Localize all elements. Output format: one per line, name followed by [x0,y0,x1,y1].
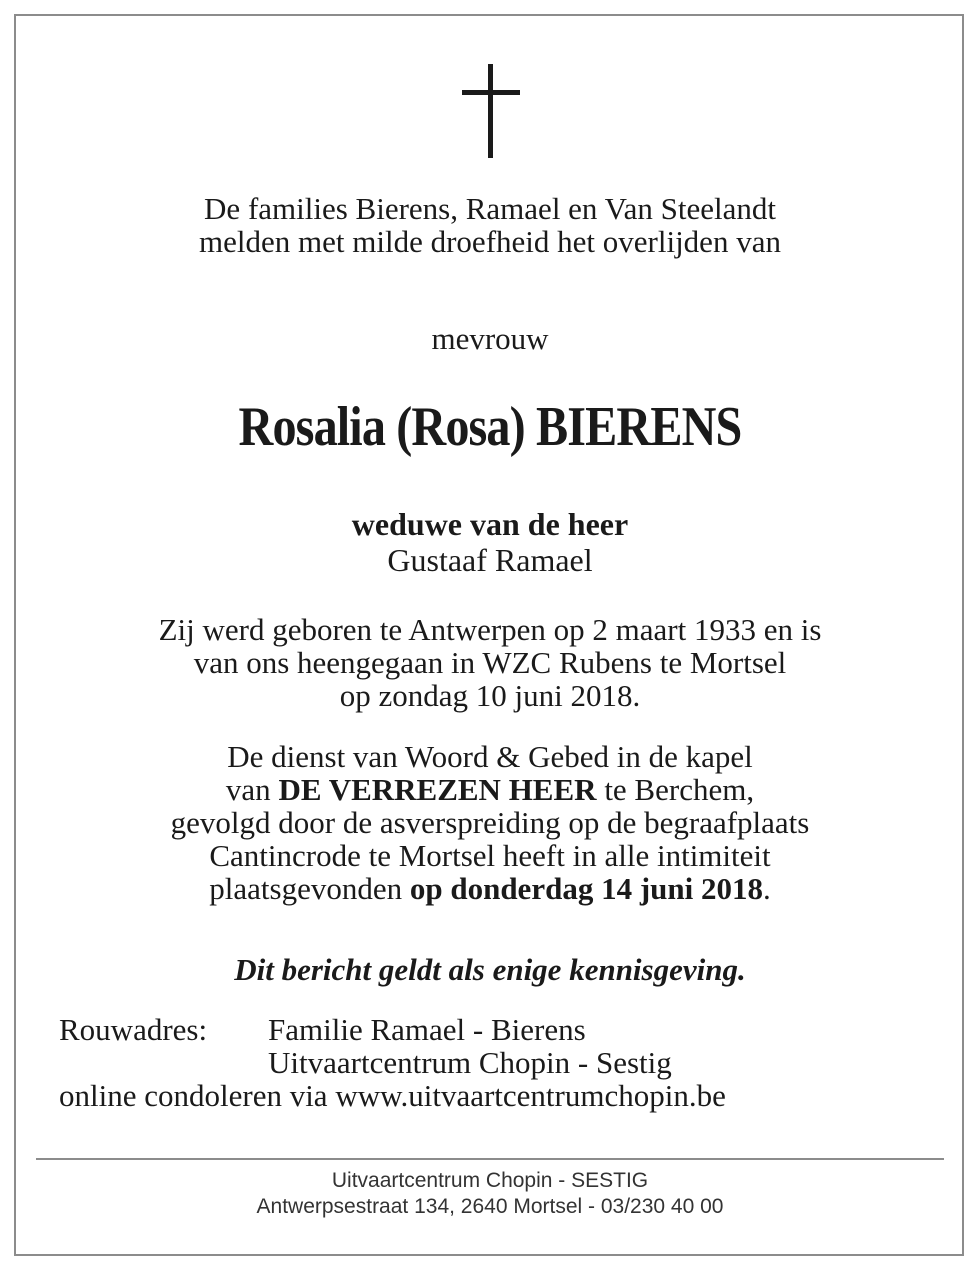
footer [0,1168,980,1220]
title-prefix: mevrouw [431,321,549,356]
condolence-line: online condoleren via www.uitvaartcentrumchopin.be [59,1078,726,1113]
spouse-block [0,506,980,578]
birth-death-text: Zij werd geboren te Antwerpen op 2 maart 1933 en is van ons heengegaan in WZC Rubens te Mortsel op zondag 10 juni 2018. [158,612,822,713]
service-text: De dienst van Woord & Gebed in de kapel van DE VERREZEN HEER te Berchem, gevolgd door de asverspreiding op de begraafplaats Cantincrode te Mortsel heeft in alle intimiteit plaatsgevonden op donderdag 14 juni 2018. [170,739,810,906]
spouse-name: Gustaaf Ramael [387,542,593,578]
footer-company: Uitvaartcentrum Chopin - SESTIG [331,1169,649,1192]
deceased-name: Rosalia (Rosa) BIERENS [238,396,742,458]
intro-text [0,192,980,258]
cross-icon [462,64,520,158]
address-block [59,1013,726,1112]
spouse-relation: weduwe van de heer [351,506,629,542]
address-line: Familie Ramael - Bierens [268,1012,586,1047]
footer-address: Antwerpsestraat 134, 2640 Mortsel - 03/230 40 00 [256,1195,724,1218]
address-line: Uitvaartcentrum Chopin - Sestig [268,1045,672,1080]
intro-line: De families Bierens, Ramael en Van Steelandt [204,191,776,226]
notice-statement: Dit bericht geldt als enige kennisgeving. [234,952,746,987]
service-date: op donderdag 14 juni 2018 [409,871,763,906]
address-label: Rouwadres: [59,1012,208,1047]
intro-line: melden met milde droefheid het overlijden van [199,224,781,259]
chapel-name: DE VERREZEN HEER [278,772,597,807]
divider [36,1158,944,1160]
